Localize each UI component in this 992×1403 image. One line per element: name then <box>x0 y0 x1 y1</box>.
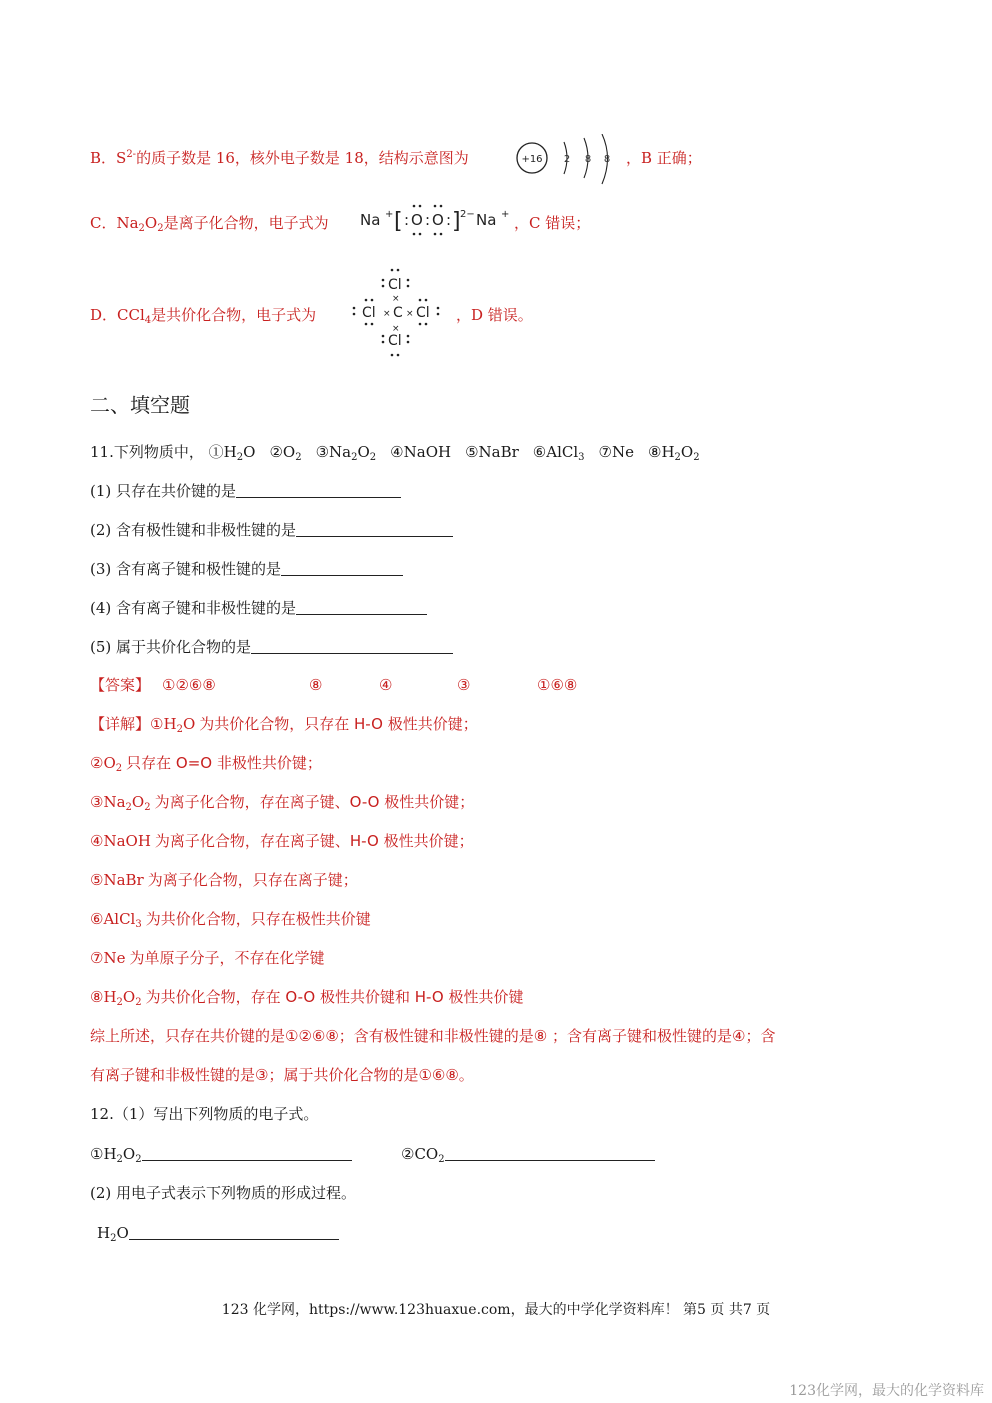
answer-blank[interactable] <box>296 599 427 615</box>
answer-blank[interactable] <box>296 521 453 537</box>
substance-item <box>533 443 585 461</box>
watermark: 123化学网，最大的化学资料库 <box>789 1383 984 1399</box>
svg-text:+: + <box>501 209 510 220</box>
svg-text:×: × <box>383 309 391 319</box>
detail-line <box>90 753 322 773</box>
detail-text: 为离子化合物，存在离子键、O-O 极性共价键； <box>154 793 475 811</box>
option-c: C．$Na_2O_2$是离子化合物，电子式为 <box>90 214 329 234</box>
detail-line <box>90 987 523 1007</box>
svg-text::: : <box>446 211 452 229</box>
detail-line <box>90 831 474 851</box>
answer-2: ⑧ <box>309 676 323 694</box>
substance-number: ⑧ <box>648 443 662 461</box>
detail-line <box>90 948 324 968</box>
detail-text: 只存在 O=O 非极性共价键； <box>126 754 322 772</box>
formula-subscript: 2 <box>351 452 358 463</box>
svg-text:Cl: Cl <box>388 333 402 349</box>
option-b-charge: 2- <box>126 149 137 160</box>
svg-text:]: ] <box>452 209 461 234</box>
q12-item-h2o: $H_2O$ <box>97 1223 339 1243</box>
substance-number: ⑥ <box>532 443 547 461</box>
q11-summary-line-2: 有离子键和非极性键的是③；属于共价化合物的是①⑥⑧。 <box>90 1066 474 1084</box>
answer-1: ①②⑥⑧ <box>162 676 216 694</box>
substance-number: ① <box>208 443 224 461</box>
substance-formula: NaOH <box>103 832 151 850</box>
nucleus-label: +16 <box>521 154 543 165</box>
svg-text:Cl: Cl <box>388 277 402 293</box>
detail-line <box>90 714 478 734</box>
option-d-suffix: ，D 错误。 <box>456 306 533 324</box>
substance-number: ① <box>150 715 164 733</box>
substance-formula: O <box>182 715 196 733</box>
substance-formula: AlCl <box>546 443 579 461</box>
substance-number: ② <box>269 443 283 461</box>
answer-label: 【答案】 <box>90 676 151 694</box>
answer-blank[interactable] <box>129 1224 339 1240</box>
svg-text:×: × <box>392 294 400 304</box>
detail-line <box>90 792 474 812</box>
q11-subq-5: (5) 属于共价化合物的是 <box>90 637 453 657</box>
answer-blank[interactable] <box>251 638 453 654</box>
answer-4: ③ <box>457 676 471 694</box>
svg-text:+: + <box>385 209 394 220</box>
substance-formula: O <box>282 443 296 461</box>
q12-part2: (2) 用电子式表示下列物质的形成过程。 <box>90 1184 357 1202</box>
detail-line <box>90 870 358 890</box>
substance-formula: H <box>661 443 675 461</box>
substance-item <box>465 443 519 461</box>
substance-formula: Na <box>103 793 126 811</box>
substance-number: ⑧ <box>90 988 104 1006</box>
substance-formula: O <box>357 443 370 461</box>
svg-text:Na: Na <box>360 211 381 229</box>
substance-number: ④ <box>90 832 104 850</box>
substance-formula: AlCl <box>103 910 136 928</box>
formula-subscript: 2 <box>674 452 681 463</box>
shell-3-count: 8 <box>603 154 611 165</box>
substance-formula: H <box>103 988 117 1006</box>
substance-item <box>316 443 377 461</box>
q12-item-co2: $②CO_2$ <box>401 1144 655 1164</box>
substance-number: ⑥ <box>90 910 104 928</box>
formula-subscript: 2 <box>369 452 377 463</box>
substance-formula: Ne <box>103 949 126 967</box>
substance-formula: NaBr <box>103 871 144 889</box>
option-b-text: 的质子数是 16，核外电子数是 18，结构示意图为 <box>136 149 469 167</box>
detail-text: 为离子化合物，存在离子键、H-O 极性共价键； <box>154 832 474 850</box>
q12-item-h2o2: $①H_2O_2$ <box>90 1144 352 1164</box>
q11-substance-list <box>209 443 714 461</box>
svg-text::: : <box>404 211 410 229</box>
svg-text:Na: Na <box>476 211 497 229</box>
svg-text:Cl: Cl <box>362 305 376 321</box>
svg-text:2−: 2− <box>460 209 475 220</box>
detail-text: 为离子化合物，只存在离子键； <box>147 871 358 889</box>
substance-item <box>209 443 256 461</box>
formula-subscript: 2 <box>693 452 700 463</box>
substance-item <box>269 443 301 461</box>
sulfide-ion-structure-diagram <box>514 134 622 186</box>
substance-item <box>648 443 700 461</box>
formula-subscript: 2 <box>144 802 151 813</box>
svg-text:×: × <box>406 309 414 319</box>
substance-formula: O <box>103 754 116 772</box>
svg-text:O: O <box>411 211 423 229</box>
substance-item <box>599 443 634 461</box>
substance-formula: H <box>163 715 177 733</box>
substance-formula: O <box>131 793 145 811</box>
q11-stem: 11.下列物质中， $①H_2O$ $②O_2$ $③Na_2O_2$ ④NaOH ⑤NaBr ⑥AlCl$_3$ ⑦Ne $⑧H_2O_2$ <box>90 442 714 462</box>
substance-number: ⑦ <box>598 443 612 461</box>
q11-subq-4: (4) 含有离子键和非极性键的是 <box>90 598 427 618</box>
formula-subscript: 2 <box>115 763 123 774</box>
na2o2-electron-formula <box>360 200 518 242</box>
substance-formula: O <box>122 988 136 1006</box>
substance-formula: Ne <box>611 443 634 461</box>
substance-number: ⑤ <box>90 871 104 889</box>
formula-subscript: 2 <box>176 724 183 735</box>
substance-number: ⑦ <box>90 949 104 967</box>
answer-blank[interactable] <box>281 560 403 576</box>
ccl4-electron-formula <box>350 262 454 360</box>
substance-formula: H <box>223 443 237 461</box>
option-b-suffix: ，B 正确； <box>626 149 702 167</box>
substance-number: ③ <box>90 793 104 811</box>
formula-subscript: 2 <box>135 997 142 1008</box>
answer-3: ④ <box>379 676 393 694</box>
detail-label: 【详解】 <box>90 715 151 733</box>
substance-number: ④ <box>390 443 404 461</box>
answer-blank[interactable] <box>142 1145 352 1161</box>
detail-line <box>90 909 371 929</box>
svg-text:×: × <box>392 324 400 334</box>
substance-formula: Na <box>329 443 352 461</box>
detail-text: 为单原子分子，不存在化学键 <box>129 949 325 967</box>
option-c-suffix: ，C 错误； <box>514 214 591 232</box>
answer-5: ①⑥⑧ <box>537 676 578 694</box>
substance-item <box>390 443 451 461</box>
answer-blank[interactable] <box>236 482 401 498</box>
q11-answer <box>90 675 578 695</box>
substance-number: ② <box>90 754 104 772</box>
detail-text: 为共价化合物，只存在 H-O 极性共价键； <box>199 715 478 733</box>
option-b-prefix: B．S <box>90 149 127 167</box>
formula-subscript: 3 <box>135 919 142 930</box>
formula-subscript: 2 <box>116 997 123 1008</box>
substance-formula: O <box>243 443 256 461</box>
substance-formula: O <box>680 443 694 461</box>
formula-subscript: 2 <box>236 452 244 463</box>
page-footer: 123 化学网，https://www.123huaxue.com，最大的中学化学资料库！ 第5 页 共7 页 <box>221 1302 771 1318</box>
formula-subscript: 2 <box>295 452 302 463</box>
svg-text::: : <box>425 211 431 229</box>
substance-formula: NaBr <box>478 443 519 461</box>
substance-formula: NaOH <box>403 443 452 461</box>
svg-text:[: [ <box>394 209 403 234</box>
shell-2-count: 8 <box>584 154 592 165</box>
svg-text:Cl: Cl <box>416 305 430 321</box>
substance-number: ⑤ <box>465 443 479 461</box>
detail-text: 为共价化合物，存在 O-O 极性共价键和 H-O 极性共价键 <box>145 988 524 1006</box>
option-b <box>90 148 469 168</box>
q11-subq-3: (3) 含有离子键和极性键的是 <box>90 559 403 579</box>
formula-subscript: 3 <box>578 452 585 463</box>
q12-stem: 12.（1）写出下列物质的电子式。 <box>90 1105 319 1123</box>
shell-1-count: 2 <box>563 154 571 165</box>
q11-summary-line-1: 综上所述，只存在共价键的是①②⑥⑧；含有极性键和非极性键的是⑧ ；含有离子键和极性键的是④；含 <box>90 1027 776 1045</box>
q11-subq-2: (2) 含有极性键和非极性键的是 <box>90 520 453 540</box>
formula-subscript: 2 <box>125 802 132 813</box>
option-d: D．CCl$_4$是共价化合物，电子式为 <box>90 306 317 326</box>
detail-text: 为共价化合物，只存在极性共价键 <box>145 910 371 928</box>
svg-text:C: C <box>393 305 403 321</box>
section-title: 二、填空题 <box>90 393 190 417</box>
q11-subq-1: (1) 只存在共价键的是 <box>90 481 401 501</box>
answer-blank[interactable] <box>445 1145 655 1161</box>
svg-text:O: O <box>432 211 444 229</box>
substance-number: ③ <box>315 443 330 461</box>
